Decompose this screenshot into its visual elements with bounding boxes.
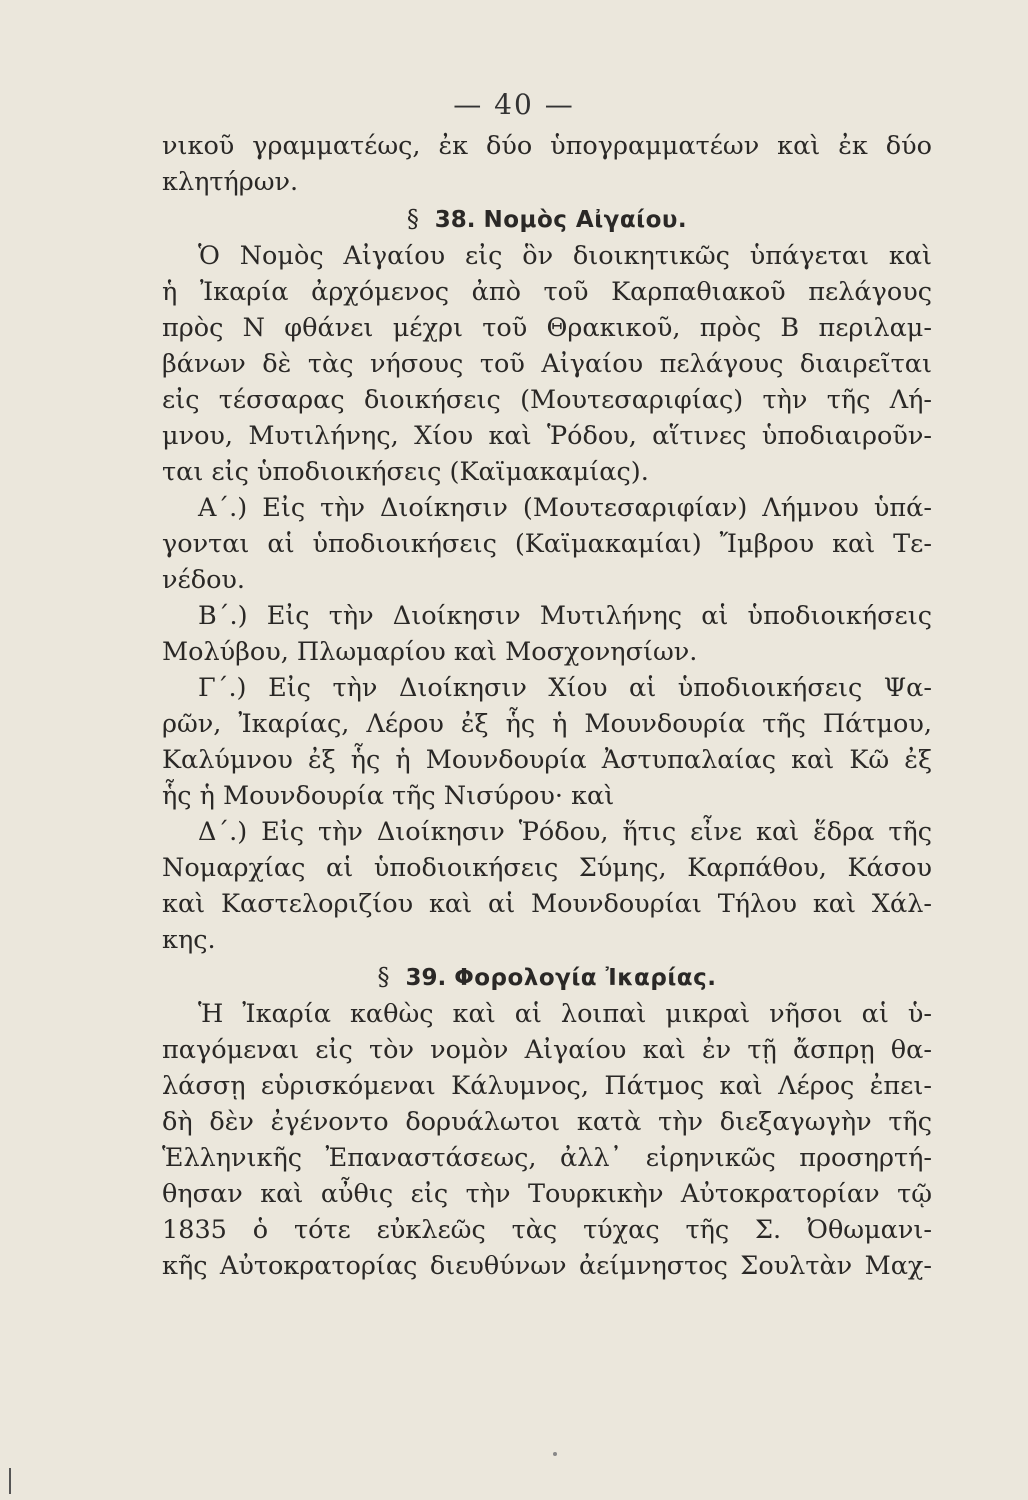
text-line: ται εἰς ὑποδιοικήσεις (Καϊμακαμίας).	[162, 457, 649, 487]
section-sign: §	[377, 963, 390, 991]
section-heading-38	[162, 200, 932, 238]
text-line: γονται αἱ ὑποδιοικήσεις (Καϊμακαμίαι) Ἴμβρου καὶ Τε-	[162, 529, 932, 559]
text-line: Καλύμνου ἐξ ἧς ἡ Μουνδουρία Ἀστυπαλαίας καὶ Κῶ ἐξ	[162, 745, 932, 775]
text-line: θησαν καὶ αὖθις εἰς τὴν Τουρκικὴν Αὐτοκρατορίαν τῷ	[162, 1179, 932, 1209]
text-line: νέδου.	[162, 565, 246, 595]
text-line: Α΄.) Εἰς τὴν Διοίκησιν (Μουτεσαριφίαν) Λήμνου ὑπά-	[198, 493, 932, 523]
text-line: πρὸς Ν φθάνει μέχρι τοῦ Θρακικοῦ, πρὸς Β περιλαμ-	[162, 313, 932, 343]
text-line: βάνων δὲ τὰς νήσους τοῦ Αἰγαίου πελάγους διαιρεῖται	[162, 349, 932, 379]
text-line: δὴ δὲν ἐγένοντο δορυάλωτοι κατὰ τὴν διεξαγωγὴν τῆς	[162, 1107, 932, 1137]
text-line: ἧς ἡ Μουνδουρία τῆς Νισύρου· καὶ	[162, 781, 615, 811]
section-title: Νομὸς Αἰγαίου.	[483, 207, 688, 233]
text-line: κης.	[162, 925, 216, 955]
text-line: Ὁ Νομὸς Αἰγαίου εἰς ὃν διοικητικῶς ὑπάγεται καὶ	[198, 241, 932, 271]
page-edge-mark	[9, 1468, 11, 1494]
text-line: νικοῦ γραμματέως, ἐκ δύο ὑπογραμματέων καὶ ἐκ δύο	[162, 131, 932, 161]
text-line: λάσσῃ εὑρισκόμεναι Κάλυμνος, Πάτμος καὶ Λέρος ἐπει-	[162, 1071, 932, 1101]
text-line: κλητήρων.	[162, 167, 299, 197]
text-line: Νομαρχίας αἱ ὑποδιοικήσεις Σύμης, Καρπάθου, Κάσου	[162, 853, 932, 883]
text-line: Ἡ Ἰκαρία καθὼς καὶ αἱ λοιπαὶ μικραὶ νῆσοι αἱ ὑ-	[198, 999, 932, 1029]
text-line: Δ΄.) Εἰς τὴν Διοίκησιν Ῥόδου, ἥτις εἶνε καὶ ἕδρα τῆς	[198, 817, 932, 847]
section-sign: §	[406, 205, 419, 233]
text-line: παγόμεναι εἰς τὸν νομὸν Αἰγαίου καὶ ἐν τῇ ἄσπρῃ θα-	[162, 1035, 932, 1065]
text-line: ἡ Ἰκαρία ἀρχόμενος ἀπὸ τοῦ Καρπαθιακοῦ πελάγους	[162, 277, 932, 307]
text-line: Β΄.) Εἰς τὴν Διοίκησιν Μυτιλήνης αἱ ὑποδιοικήσεις	[198, 601, 932, 631]
section-title: Φορολογία Ἰκαρίας.	[454, 965, 717, 991]
text-line: Γ΄.) Εἰς τὴν Διοίκησιν Χίου αἱ ὑποδιοικήσεις Ψα-	[198, 673, 932, 703]
page-body	[162, 128, 932, 1284]
text-line: 1835 ὁ τότε εὐκλεῶς τὰς τύχας τῆς Σ. Ὀθωμανι-	[162, 1215, 932, 1245]
ink-speck	[553, 1452, 557, 1456]
section-heading-39	[162, 958, 932, 996]
text-line: εἰς τέσσαρας διοικήσεις (Μουτεσαριφίας) τὴν τῆς Λή-	[162, 385, 932, 415]
text-line: καὶ Καστελοριζίου καὶ αἱ Μουνδουρίαι Τήλου καὶ Χάλ-	[162, 889, 932, 919]
text-line: Μολύβου, Πλωμαρίου καὶ Μοσχονησίων.	[162, 637, 698, 667]
section-number: 38.	[434, 207, 476, 233]
text-line: Ἑλληνικῆς Ἐπαναστάσεως, ἀλλ᾽ εἰρηνικῶς προσηρτή-	[162, 1143, 932, 1173]
page-number: — 40 —	[453, 88, 575, 121]
text-line: μνου, Μυτιλήνης, Χίου καὶ Ῥόδου, αἵτινες ὑποδιαιροῦν-	[162, 421, 932, 451]
text-line: ρῶν, Ἰκαρίας, Λέρου ἐξ ἧς ἡ Μουνδουρία τῆς Πάτμου,	[162, 709, 932, 739]
text-line: κῆς Αὐτοκρατορίας διευθύνων ἀείμνηστος Σουλτὰν Μαχ-	[162, 1251, 932, 1281]
section-number: 39.	[405, 965, 447, 991]
